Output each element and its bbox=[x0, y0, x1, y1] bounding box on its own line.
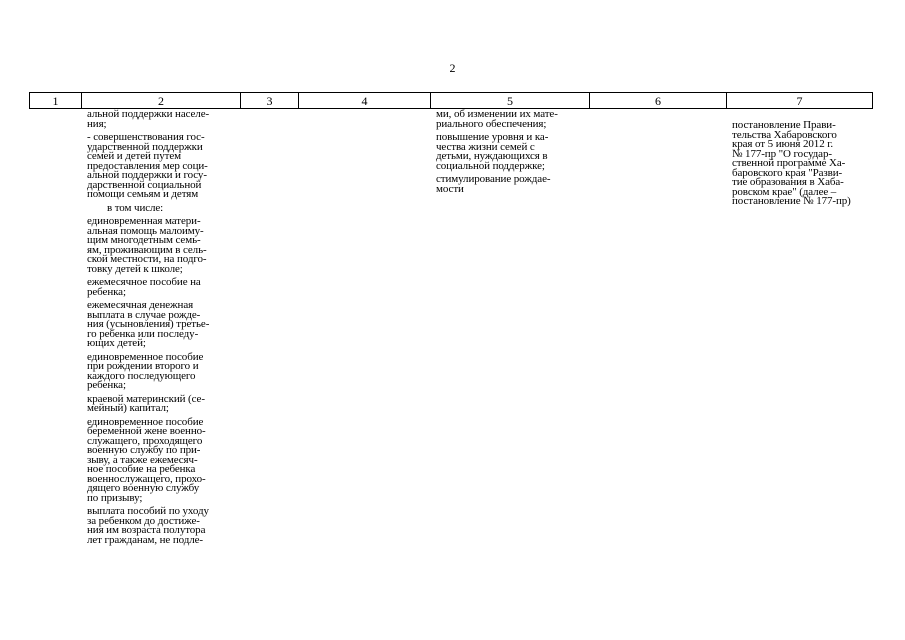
header-col-6: 6 bbox=[590, 93, 727, 109]
paragraph: постановление Прави- тельства Хабаровского края от 5 июня 2012 г. № 177-пр "О государ- ственной программе Ха- баровского края "Разви- тие образования в Хаба- ровском крае" (далее – постановление № 177-пр) bbox=[732, 119, 851, 207]
column-number-header bbox=[29, 92, 873, 109]
paragraph: единовременное пособие беременной жене военно- служащего, проходящего военную службу по при- зыву, а также ежемесяч- ное пособие на ребенка военнослужащего, прохо- дящего военную службу по призыву; bbox=[87, 415, 206, 504]
paragraph: ежемесячная денежная выплата в случае рожде- ния (усыновления) третье- го ребенка или последу- ющих детей; bbox=[87, 299, 210, 349]
paragraph: единовременное пособие при рождении второго и каждого последующего ребенка; bbox=[87, 350, 204, 391]
paragraph: краевой материнский (се- мейный) капитал; bbox=[87, 392, 205, 414]
header-col-7: 7 bbox=[727, 93, 873, 109]
paragraph: в том числе: bbox=[107, 201, 164, 214]
column-2-text bbox=[87, 110, 239, 549]
paragraph: выплата пособий по уходу за ребенком до достиже- ния им возраста полутора лет гражданам, не подле- bbox=[87, 505, 209, 546]
paragraph: - совершенствования гос- ударственной поддержки семей и детей путем предоставления мер соци- альной поддержки и госу- дарственной социальной помощи семьям и детям bbox=[87, 131, 208, 200]
paragraph: единовременная матери- альная помощь малоиму- щим многодетным семь- ям, проживающим в сель- ской местности, на подго- товку детей к школе; bbox=[87, 215, 207, 275]
paragraph: ежемесячное пособие на ребенка; bbox=[87, 276, 201, 298]
header-col-4: 4 bbox=[299, 93, 431, 109]
paragraph: стимулирование рождае- мости bbox=[436, 173, 551, 195]
header-col-5: 5 bbox=[431, 93, 590, 109]
header-col-3: 3 bbox=[241, 93, 299, 109]
column-5-text bbox=[436, 110, 586, 198]
header-col-2: 2 bbox=[82, 93, 241, 109]
header-col-1: 1 bbox=[30, 93, 82, 109]
page-number: 2 bbox=[449, 61, 456, 75]
paragraph: альной поддержки населе- ния; bbox=[87, 108, 210, 130]
paragraph: ми, об изменении их мате- риального обеспечения; bbox=[436, 108, 558, 130]
paragraph: повышение уровня и ка- чества жизни семей с детьми, нуждающихся в социальной поддержке; bbox=[436, 131, 549, 172]
column-7-text bbox=[732, 121, 872, 211]
